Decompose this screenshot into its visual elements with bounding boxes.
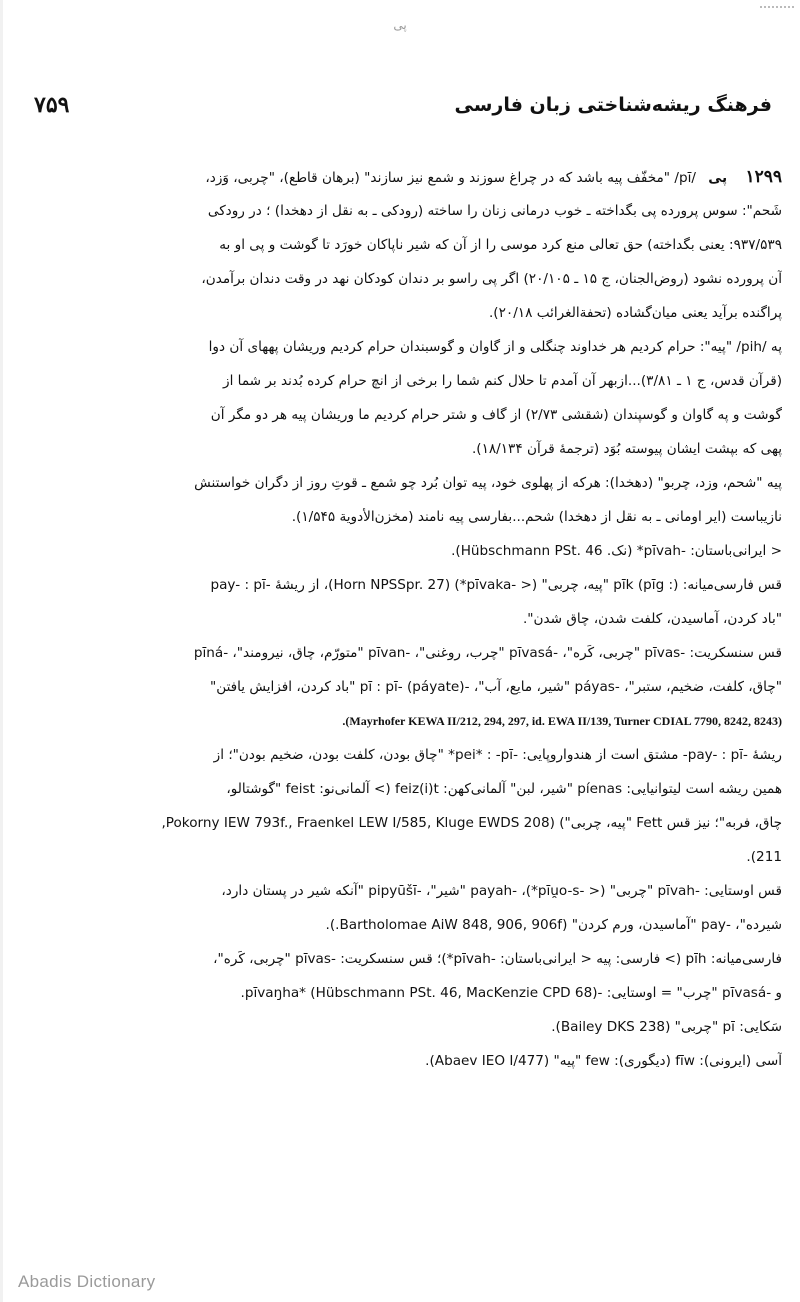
entry-headword: پی: [708, 170, 728, 186]
entry-line: و -pīvasá "چرب" = اوستایی: -pīvaŋha* (Hübschmann PSt. 46, MacKenzie CPD 68).: [240, 985, 782, 1001]
entry-line: "باد کردن، آماسیدن، کلفت شدن، چاق شدن".: [522, 611, 782, 627]
entry-line: سَکایی: pī "چربی" (Bailey DKS 238).: [551, 1019, 782, 1035]
entry-line: < ایرانی‌باستان: -pīvah* (نک. Hübschmann PSt. 46).: [451, 543, 782, 559]
entry-line: آسی (ایرونی): fīw (دیگوری): few "پیه" (Abaev IEO I/477).: [425, 1053, 782, 1069]
entry-line-text: /pī/ "مخفّف پیه باشد که در چراغ سوزند و شمع نیز سازند" (برهان قاطع)، "چربی، وَزد،: [205, 170, 696, 186]
entry-line: شَحم": سوس پرورده پی بگداخته ـ خوب درمانی زنان را ساخته (رودکی ـ به نقل از دهخدا) ؛ در رودکی: [207, 203, 782, 219]
entry-line: نازیباست (ایر اومانی ـ به نقل از دهخدا) شحم...بفارسی پیه نامند (مخزن‌الأدویة ۱/۵۴۵).: [291, 509, 782, 525]
entry-line: چاق، فربه"؛ نیز قس Fett "پیه، چربی") (Pokorny IEW 793f., Fraenkel LEW I/585, Kluge EWDS 208,: [161, 815, 782, 831]
entry-line: "چاق، کلفت، ضخیم، ستبر"، -páyas "شیر، مایع، آب"، -pī : pī- (páyate) "باد کردن، افزایش یافتن": [209, 679, 782, 695]
entry-line: گوشت و په گاوان و گوسپندان (شقشی ۲/۷۳) از گاف و شتر حرام کردیم ما وریشان پیه هر دو مگر آن: [210, 407, 782, 423]
entry-line: پراگنده برآید یعنی میان‌گشاده (تحفة‌الغرائب ۲۰/۱۸).: [488, 305, 782, 321]
entry-line: پیه "شحم، وزد، چربو" (دهخدا): هرکه از پهلوی خود، پیه توان بُرد چو شمع ـ قوتِ روز از دگران خواستنش: [194, 475, 782, 491]
corner-mark: [760, 6, 794, 10]
page-number: ۷۵۹: [34, 92, 70, 117]
entry-line: قس فارسی‌میانه: pīk (pīg :) "پیه، چربی" (< -pīvaka*) (Horn NPSSpr. 27)، از ریشهٔ -pay- : pī: [210, 577, 782, 593]
entry-line: قس اوستایی: -pīvah "چربی" (< -pīu̯o-s*)، -payah "شیر"، -pipyūšī "آنکه شیر در پستان دارد،: [221, 883, 782, 899]
entry-line: قس سنسکریت: -pīvas "چربی، کَره"، -pīvasá "چرب، روغنی"، -pīvan "متورّم، چاق، نیرومند"، -pīná: [193, 645, 782, 661]
entry-line: 211).: [746, 849, 782, 865]
page-edge-shadow: [0, 0, 3, 1302]
entry-line: همین ریشه است لیتوانیایی: píenas "شیر، لبن" آلمانی‌کهن: feiz(i)t (> آلمانی‌نو: feist "گوشتالو،: [226, 781, 782, 797]
entry-line: (Mayrhofer KEWA II/212, 294, 297, id. EWA II/139, Turner CDIAL 7790, 8242, 8243).: [342, 714, 782, 728]
entry-line: په /pih/ "پیه": حرام کردیم هر خداوند چنگلی و از گاوان و گوسبندان حرام کردیم وریشان پههای آن دوا: [208, 339, 782, 355]
watermark-text: Abadis Dictionary: [18, 1272, 156, 1291]
entry-number: ۱۲۹۹: [745, 167, 782, 186]
entry-line: ریشهٔ -pay- : pī- مشتق است از هندواروپایی: -pei* : -pī* "چاق بودن، کلفت بودن، ضخیم بودن"؛ از: [213, 747, 782, 763]
entry-line: (قرآن قدس، ج ۱ ـ ۳/۸۱)...ازبهر آن آمدم تا حلال کنم شما را برخی از انچ حرام کرده بُدند بر شما از: [223, 373, 782, 389]
entry-line: ۹۳۷/۵۳۹: یعنی بگداخته) حق تعالی منع کرد موسی را از آن که شیر ناپاکان خورَد تا گوشت و پی او به: [219, 237, 782, 253]
entry-line: پهی که بپشت ایشان پیوسته بُوَد (ترجمهٔ قرآن ۱۸/۱۳۴).: [471, 441, 782, 457]
page-header: [34, 92, 772, 122]
entry-line: فارسی‌میانه: pīh (> فارسی: پیه < ایرانی‌باستان: -pīvah*)؛ قس سنسکریت: -pīvas "چربی، کَره"،: [213, 951, 782, 967]
running-head: پی: [393, 18, 407, 32]
entry-body: [18, 160, 782, 1078]
entry-line: آن پرورده نشود (روض‌الجنان، ج ۱۵ ـ ۲۰/۱۰۵) اگر پی راسو بر دندان کودکان نهد در وقت دندان برآمدن،: [201, 271, 782, 287]
book-title: فرهنگ ریشه‌شناختی زبان فارسی: [454, 94, 772, 116]
entry-line: شیرده"، -pay "آماسیدن، ورم کردن" (Bartholomae AiW 848, 906, 906f.).: [325, 917, 782, 933]
entry-line: [18, 160, 782, 194]
